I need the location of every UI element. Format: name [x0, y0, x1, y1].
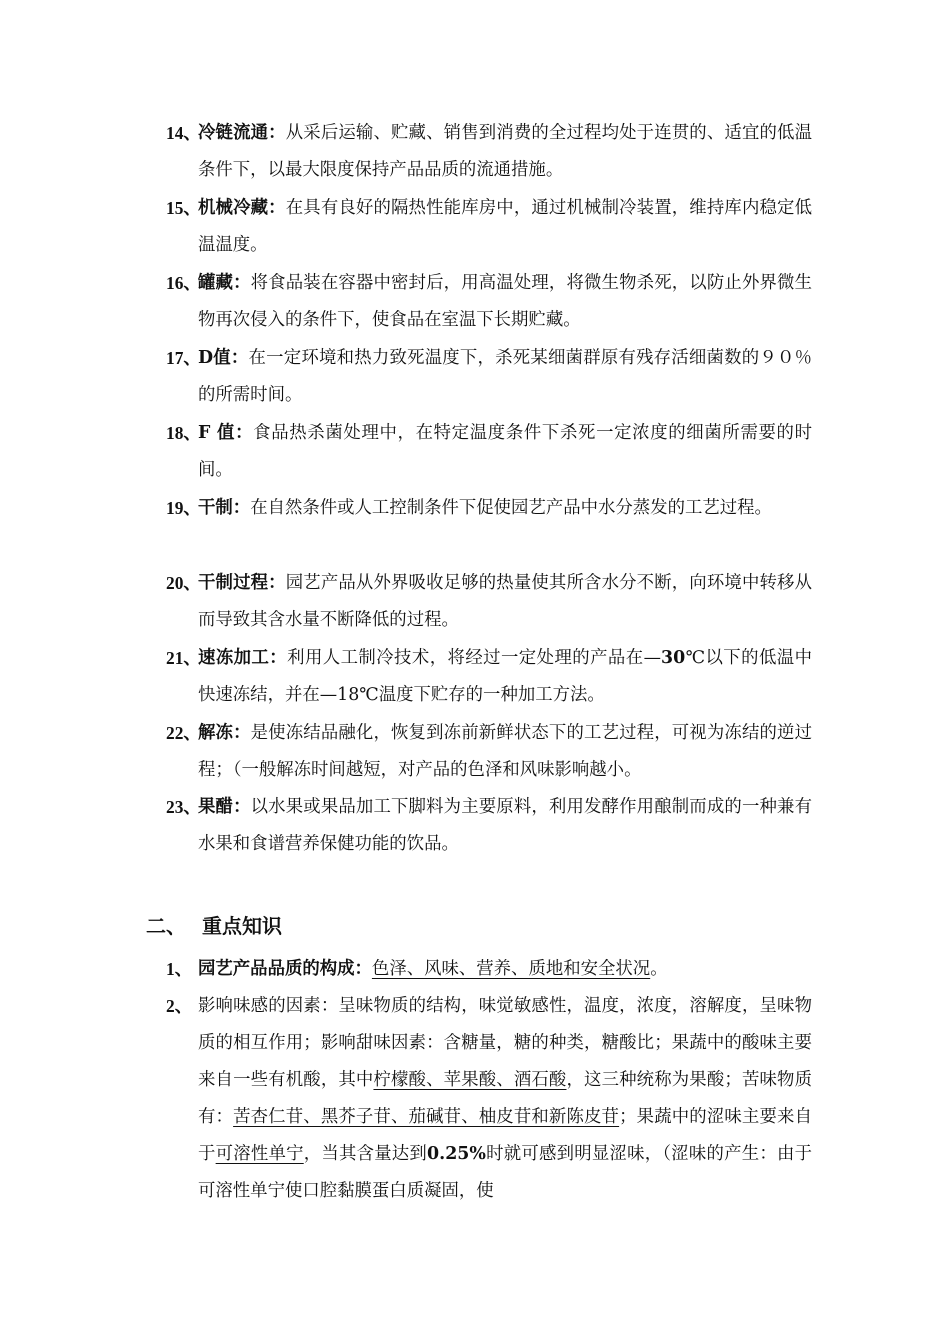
term: 干制： — [198, 498, 251, 518]
term: F 值： — [198, 423, 254, 443]
item-number: 23、 — [166, 797, 201, 817]
term: 果醋： — [198, 797, 251, 817]
definition-21 — [166, 640, 812, 714]
definition-text: 利用人工制冷技术，将经过一定处理的产品在— — [287, 648, 661, 668]
definition-16 — [166, 265, 812, 339]
definition-17 — [166, 340, 812, 414]
definition-text: 在自然条件或人工控制条件下促使园艺产品中水分蒸发的工艺过程。 — [250, 498, 772, 518]
definition-18 — [166, 415, 812, 489]
definition-14 — [166, 115, 812, 189]
term: 罐藏： — [198, 273, 251, 293]
item-number: 19、 — [166, 498, 201, 518]
point-text: 时就可感到明显涩味，（涩味的产生：由于可溶性单宁使口腔黏膜蛋白质凝固，使 — [198, 1144, 812, 1201]
item-number: 21、 — [166, 648, 201, 668]
definition-text: 从采后运输、贮藏、销售到消费的全过程均处于连贯的、适宜的低温条件下，以最大限度保持产品品质的流通措施。 — [198, 123, 812, 180]
key-point-1 — [166, 951, 812, 988]
definition-text: ℃以下的低温中快速冻结，并在—18℃温度下贮存的一种加工方法。 — [198, 648, 812, 705]
item-number: 17、 — [166, 348, 201, 368]
key-point-2 — [166, 988, 812, 1210]
item-number: 1、 — [166, 959, 193, 979]
point-text: ，这三种统称为果酸；苦味物质有： — [198, 1070, 812, 1127]
term: D值： — [198, 348, 249, 368]
threshold-value: 0.25% — [427, 1144, 486, 1164]
item-number: 18、 — [166, 423, 201, 443]
definition-text: 以水果或果品加工下脚料为主要原料，利用发酵作用酿制而成的一种兼有水果和食谱营养保健功能的饮品。 — [198, 797, 812, 854]
point-text: ；果蔬中的涩味主要来自于 — [198, 1107, 812, 1164]
definition-text: 将食品装在容器中密封后，用高温处理，将微生物杀死，以防止外界微生物再次侵入的条件下，使食品在室温下长期贮藏。 — [198, 273, 812, 330]
definition-text: 园艺产品从外界吸收足够的热量使其所含水分不断，向环境中转移从而导致其含水量不断降低的过程。 — [198, 573, 812, 630]
item-number: 14、 — [166, 123, 201, 143]
point-text: 影响味感的因素：呈味物质的结构，味觉敏感性，温度，浓度，溶解度，呈味物质的相互作用；影响甜味因素：含糖量，糖的种类，糖酸比；果蔬中的酸味主要来自一些有机酸，其中 — [198, 996, 812, 1090]
point-text: ，当其含量达到 — [303, 1144, 428, 1164]
definition-19 — [166, 490, 812, 527]
definition-text: 在一定环境和热力致死温度下，杀死某细菌群原有残存活细菌数的９０％的所需时间。 — [198, 348, 812, 405]
term: 解冻： — [198, 723, 251, 743]
definition-20 — [166, 565, 812, 639]
definition-15 — [166, 190, 812, 264]
section-number: 二、 — [146, 914, 186, 938]
definition-22 — [166, 715, 812, 789]
definition-text: 是使冻结品融化，恢复到冻前新鲜状态下的工艺过程，可视为冻结的逆过程；（一般解冻时间越短，对产品的色泽和风味影响越小。 — [198, 723, 812, 780]
underlined-answer: 苦杏仁苷、黑芥子苷、茄碱苷、柚皮苷和新陈皮苷 — [233, 1107, 620, 1127]
item-number: 16、 — [166, 273, 201, 293]
underlined-answer: 色泽、风味、营养、质地和安全状况 — [371, 959, 651, 979]
item-number: 22、 — [166, 723, 201, 743]
underlined-answer: 可溶性单宁 — [215, 1144, 304, 1164]
item-number: 20、 — [166, 573, 201, 593]
term: 冷链流通： — [198, 123, 286, 143]
definition-23 — [166, 789, 812, 863]
punctuation: 。 — [650, 959, 668, 979]
underlined-answer: 柠檬酸、苹果酸、酒石酸 — [373, 1070, 567, 1090]
term: 机械冷藏： — [198, 198, 286, 218]
item-number: 2、 — [166, 996, 193, 1016]
section-title: 重点知识 — [202, 914, 282, 938]
term: 速冻加工： — [198, 648, 288, 668]
term: 园艺产品品质的构成： — [198, 959, 372, 979]
term: 干制过程： — [198, 573, 286, 593]
item-number: 15、 — [166, 198, 201, 218]
section-heading — [146, 906, 282, 946]
temperature-value: 30 — [660, 648, 686, 668]
definition-text: 食品热杀菌处理中，在特定温度条件下杀死一定浓度的细菌所需要的时间。 — [198, 423, 812, 480]
definition-text: 在具有良好的隔热性能库房中，通过机械制冷装置，维持库内稳定低温温度。 — [198, 198, 812, 255]
